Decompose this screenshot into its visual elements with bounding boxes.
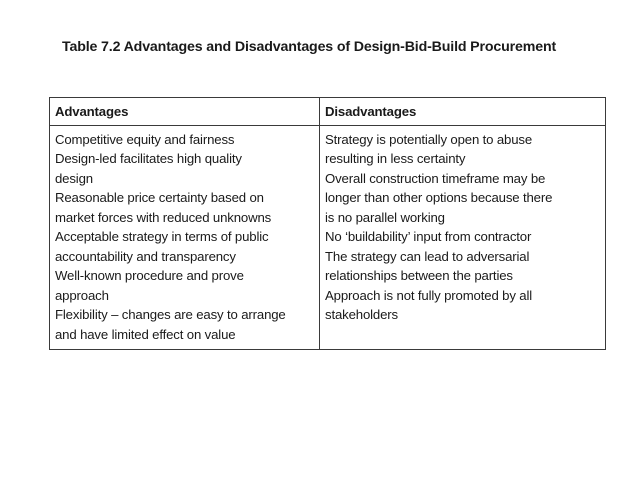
- disadvantages-line: Approach is not fully promoted by all: [325, 287, 533, 303]
- advantages-line: market forces with reduced unknowns: [55, 209, 272, 225]
- advantages-line: and have limited effect on value: [55, 326, 236, 342]
- disadvantages-line: The strategy can lead to adversarial: [325, 248, 530, 264]
- comparison-table: [49, 97, 606, 350]
- table-header-row: [50, 98, 606, 126]
- advantages-line: accountability and transparency: [55, 248, 236, 264]
- advantages-line: Flexibility – changes are easy to arrange: [55, 307, 286, 322]
- disadvantages-line: resulting in less certainty: [325, 151, 466, 166]
- disadvantages-line: relationships between the parties: [325, 268, 513, 283]
- disadvantages-line: No ‘buildability’ input from contractor: [325, 229, 532, 244]
- advantages-line: Well-known procedure and prove: [55, 268, 244, 283]
- disadvantages-line: Overall construction timeframe may be: [325, 170, 546, 186]
- disadvantages-line: is no parallel working: [325, 209, 445, 225]
- advantages-line: approach: [55, 287, 109, 303]
- table-title: Table 7.2 Advantages and Disadvantages of Design-Bid-Build Procurement: [62, 39, 557, 55]
- advantages-line: Design-led facilitates high quality: [55, 151, 242, 166]
- disadvantages-cell: [320, 125, 606, 350]
- advantages-cell: [50, 125, 320, 350]
- column-header-disadvantages: Disadvantages: [320, 98, 606, 126]
- advantages-line: Competitive equity and fairness: [55, 131, 235, 147]
- disadvantages-line: stakeholders: [325, 307, 398, 322]
- advantages-line: Acceptable strategy in terms of public: [55, 229, 269, 244]
- advantages-line: design: [55, 170, 93, 186]
- disadvantages-line: Strategy is potentially open to abuse: [325, 131, 533, 147]
- advantages-line: Reasonable price certainty based on: [55, 190, 264, 205]
- disadvantages-line: longer than other options because there: [325, 190, 553, 205]
- column-header-advantages: Advantages: [50, 98, 320, 126]
- table-row: [50, 125, 606, 350]
